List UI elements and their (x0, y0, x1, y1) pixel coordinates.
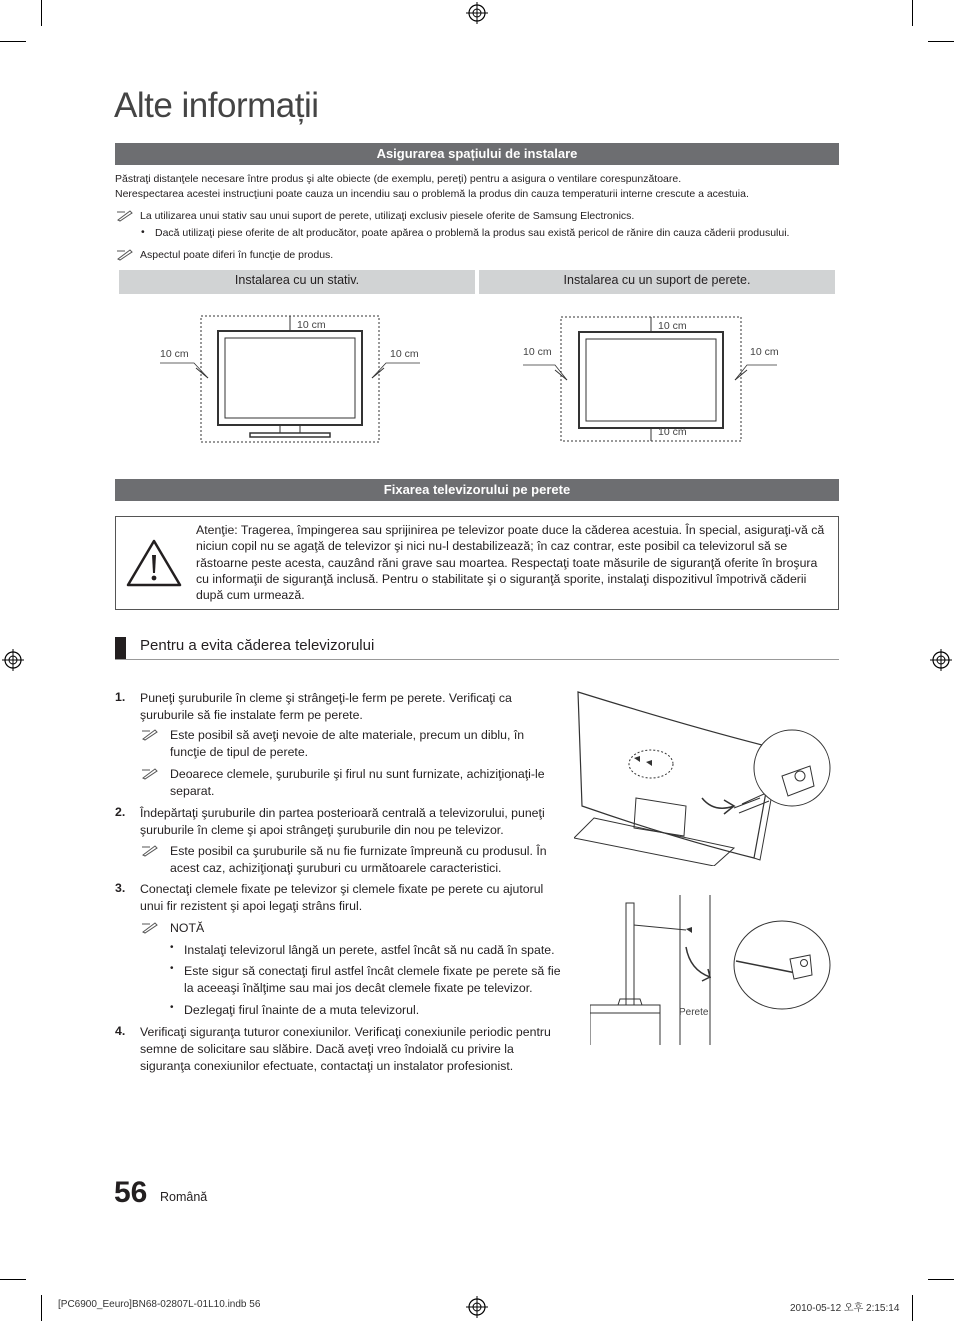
paragraph: Păstraţi distanţele necesare între produs şi alte obiecte (de exemplu, pereţi) pentru a asigura o ventilare corespunzătoare. (115, 173, 682, 185)
note-text: La utilizarea unui stativ sau unui suport de perete, utilizaţi exclusiv piesele oferite de Samsung Electronics. (140, 210, 635, 222)
dimension-label: 10 cm (658, 426, 687, 438)
note-text: Este posibil să aveţi nevoie de alte materiale, precum un diblu, în funcţie de tipul de perete. (170, 728, 525, 759)
heading-marker (115, 637, 126, 659)
stand-clearance-diagram (150, 308, 440, 443)
crop-mark (928, 1279, 954, 1280)
page-title: Alte informații (114, 86, 319, 125)
crop-mark (928, 41, 954, 42)
crop-mark (912, 1295, 913, 1321)
bullet-dot: • (170, 963, 174, 974)
step-number: 4. (115, 1024, 126, 1038)
bullet-text: Dezlegaţi firul înainte de a muta televizorul. (184, 1003, 420, 1017)
note-label: NOTĂ (170, 921, 205, 935)
crop-mark (0, 1279, 26, 1280)
divider (115, 659, 839, 660)
note-pencil-icon (141, 727, 159, 741)
column-header-wall-mount: Instalarea cu un suport de perete. (479, 270, 835, 294)
column-header-stand: Instalarea cu un stativ. (119, 270, 475, 294)
bullet-text: Este sigur să conectaţi firul astfel încât clemele fixate pe perete să fie la aceeaşi înălţime sau mai jos decât clemele fixate pe televizor. (184, 964, 561, 995)
crop-mark (41, 1295, 42, 1321)
registration-mark-icon (466, 2, 488, 24)
dimension-label: 10 cm (297, 319, 326, 331)
step-number: 3. (115, 881, 126, 895)
step-text: Îndepărtaţi şuruburile din partea posterioară centrală a televizorului, puneţi şuruburile în cleme şi apoi strângeţi şuruburile din nou pe televizor. (140, 806, 545, 837)
wall-mount-clearance-diagram (515, 310, 785, 445)
step-text: Conectaţi clemele fixate pe televizor şi clemele fixate pe perete cu ajutorul unui fir rezistent şi apoi legaţi strâns firul. (140, 882, 544, 913)
dimension-label: 10 cm (750, 346, 779, 358)
wall-cable-illustration (590, 895, 840, 1050)
page-number: 56 (114, 1176, 148, 1209)
print-file-info: [PC6900_Eeuro]BN68-02807L-01L10.indb 56 (58, 1299, 261, 1310)
wall-label: Perete (679, 1007, 709, 1018)
dimension-label: 10 cm (390, 348, 419, 360)
caution-text (196, 522, 832, 603)
dimension-label: 10 cm (523, 346, 552, 358)
caution-label: Atenţie (196, 523, 235, 537)
bullet-text: Instalaţi televizorul lângă un perete, astfel încât să nu cadă în spate. (184, 943, 555, 957)
registration-mark-icon (466, 1296, 488, 1318)
paragraph: Nerespectarea acestei instrucţiuni poate cauza un incendiu sau o problemă la produs din cauza temperaturii interne crescute a acestuia. (115, 188, 749, 200)
registration-mark-icon (2, 649, 24, 671)
caution-triangle-icon (126, 538, 182, 588)
dimension-label: 10 cm (658, 320, 687, 332)
note-text: Aspectul poate diferi în funcţie de produs. (140, 249, 334, 261)
note-text: Este posibil ca şuruburile să nu fie furnizate împreună cu produsul. În acest caz, achiziţionaţi şuruburi cu următoarele caracteristici. (170, 844, 547, 875)
page-language: Română (160, 1190, 208, 1204)
bullet-dot: • (141, 226, 145, 238)
crop-mark (41, 0, 42, 26)
section-header-installation-space: Asigurarea spațiului de instalare (115, 143, 839, 165)
note-pencil-icon (116, 208, 134, 222)
print-date: 2010-05-12 오후 2:15:14 (790, 1303, 900, 1314)
step-text: Verificaţi siguranţa tuturor conexiunilor. Verificaţi conexiunile periodic pentru semne de solicitare sau slăbire. Dacă aveţi vreo îndoială cu privire la siguranţa conexiunilor efectuate, contactaţi un instalator profesionist. (140, 1025, 551, 1073)
section-header-wall-fixing: Fixarea televizorului pe perete (115, 479, 839, 501)
caution-box (115, 516, 839, 610)
note-pencil-icon (116, 247, 134, 261)
step-text: Puneţi şuruburile în cleme şi strângeţi-le ferm pe perete. Verificaţi ca şuruburile să fie instalate ferm pe perete. (140, 691, 512, 722)
note-pencil-icon (141, 920, 159, 934)
crop-mark (912, 0, 913, 26)
bullet-text: Dacă utilizaţi piese oferite de alt producător, poate apărea o problemă la produs sau există pericol de rănire din cauza căderii produsului. (155, 227, 790, 239)
bullet-dot: • (170, 1002, 174, 1013)
step-number: 1. (115, 690, 126, 704)
note-pencil-icon (141, 766, 159, 780)
registration-mark-icon (930, 649, 952, 671)
dimension-label: 10 cm (160, 348, 189, 360)
caution-body: : Tragerea, împingerea sau sprijinirea pe televizor poate duce la căderea acestuia. În special, asiguraţi-vă că niciun copil nu se agaţă de televizor şi nici nu-l destabilizează; în caz contrar, este posibil ca televizorul să se răstoarne peste acesta, cauzând răni grave sau moartea. Respectaţi toate măsurile de siguranţă oferite în broşura cu informaţii de siguranţă inclusă. Pentru o stabilitate şi o siguranţă sporite, instalaţi dispozitivul împotrivă căderii după cum urmează. (196, 523, 825, 603)
bullet-dot: • (170, 942, 174, 953)
crop-mark (0, 41, 26, 42)
note-text: Deoarece clemele, şuruburile şi firul nu sunt furnizate, achiziţionaţi-le separat. (170, 767, 545, 798)
subsection-heading: Pentru a evita căderea televizorului (140, 637, 375, 654)
note-pencil-icon (141, 843, 159, 857)
tv-back-screw-illustration (574, 688, 836, 866)
step-number: 2. (115, 805, 126, 819)
